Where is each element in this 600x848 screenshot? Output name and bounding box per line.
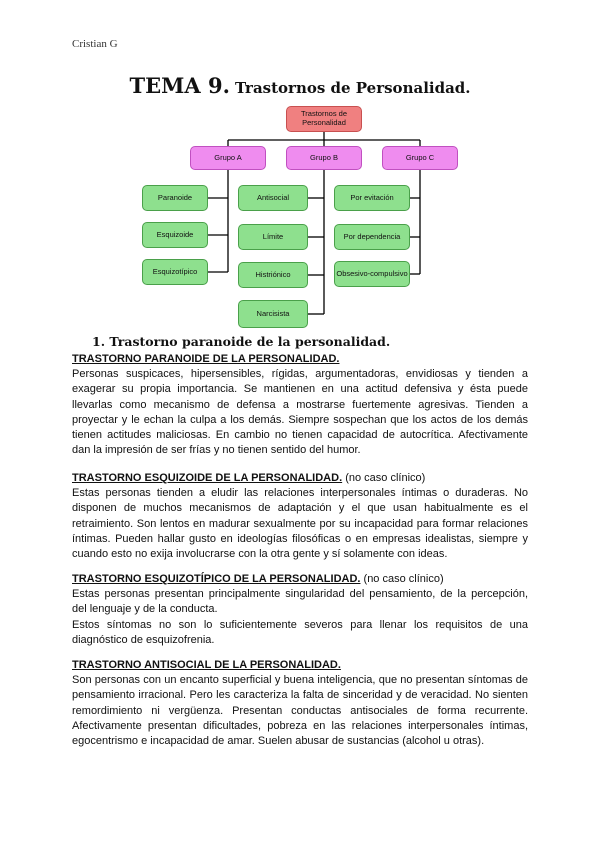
org-chart-connectors [0,0,600,340]
diagram-group-c: Grupo C [382,146,458,170]
diagram-item-limite: Límite [238,224,308,250]
section-antisocial [72,658,528,749]
section-esquizotipico [72,572,528,648]
section-heading: 1. Trastorno paranoide de la personalidad. [92,334,391,349]
section-title: TRASTORNO ESQUIZOTÍPICO DE LA PERSONALIDAD. [72,573,361,585]
diagram-group-a: Grupo A [190,146,266,170]
diagram-item-paranoide: Paranoide [142,185,208,211]
diagram-item-narcisista: Narcisista [238,300,308,328]
section-title: TRASTORNO ESQUIZOIDE DE LA PERSONALIDAD. [72,472,343,484]
paragraph: Estas personas tienden a eludir las relaciones interpersonales íntimas o duraderas. No disponen de muchos mecanismos de adaptación y el que usan habitualmente es el retraimiento. Son lentos en madurar sexualmente por su incapacidad para formar relaciones íntimas. Pueden hallar gusto en ideologías filosóficas o en empresas idealistas, siempre y cuando esto no exija involucrarse con la otra gente y sí solamente con ideas. [72,487,528,561]
paragraph: Estos síntomas no son lo suficientemente severos para llenar los requisitos de una diagnóstico de esquizofrenia. [72,618,528,646]
title-main: TEMA 9. [129,73,230,98]
diagram-group-b: Grupo B [286,146,362,170]
author-name: Cristian G [72,38,118,50]
section-esquizoide [72,471,528,562]
diagram-item-esquizoide: Esquizoide [142,222,208,248]
diagram-item-antisocial: Antisocial [238,185,308,211]
diagram-item-esquizotipico: Esquizotípico [142,259,208,285]
diagram-item-evitacion: Por evitación [334,185,410,211]
diagram-root-node: Trastornos de Personalidad [286,106,362,132]
section-title: TRASTORNO PARANOIDE DE LA PERSONALIDAD. [72,353,340,365]
paragraph: Estas personas presentan principalmente singularidad del pensamiento, de la percepción, del lenguaje y de la conducta. [72,588,528,616]
diagram-item-obsesivo: Obsesivo-compulsivo [334,261,410,287]
diagram-item-dependencia: Por dependencia [334,224,410,250]
section-note: (no caso clínico) [345,472,426,484]
title-sub: Trastornos de Personalidad. [234,79,471,97]
section-paranoide [72,352,528,458]
paragraph: Son personas con un encanto superficial y buena inteligencia, que no presentan síntomas de pensamiento irracional. Pero les caracteriza la falta de sinceridad y de veracidad. No sienten remordimiento ni vergüenza. Presentan conductas antisociales de forma recurrente. Afectivamente presentan dificultades, pobreza en las relaciones interpersonales íntimas, egocentrismo e incapacidad de amar. Suelen abusar de sustancias (alcohol u otras). [72,674,528,748]
diagram-item-histrionico: Histriónico [238,262,308,288]
section-note: (no caso clínico) [363,573,444,585]
section-title: TRASTORNO ANTISOCIAL DE LA PERSONALIDAD. [72,659,341,671]
paragraph: Personas suspicaces, hipersensibles, rígidas, argumentadoras, envidiosas y tienden a exagerar su propia importancia. Se mantienen en una actitud defensiva y ésta puede llevarlas como mecanismo de defensa a mostrarse fuertemente agresivas. Tienden a proyectar y le echan la culpa a los demás. Siempre sospechan que los actos de los demás tienen actitudes maliciosas. En cambio no tienen capacidad de autocrítica. Afectivamente dan la impresión de ser frías y no tienen sentido del humor. [72,368,528,457]
